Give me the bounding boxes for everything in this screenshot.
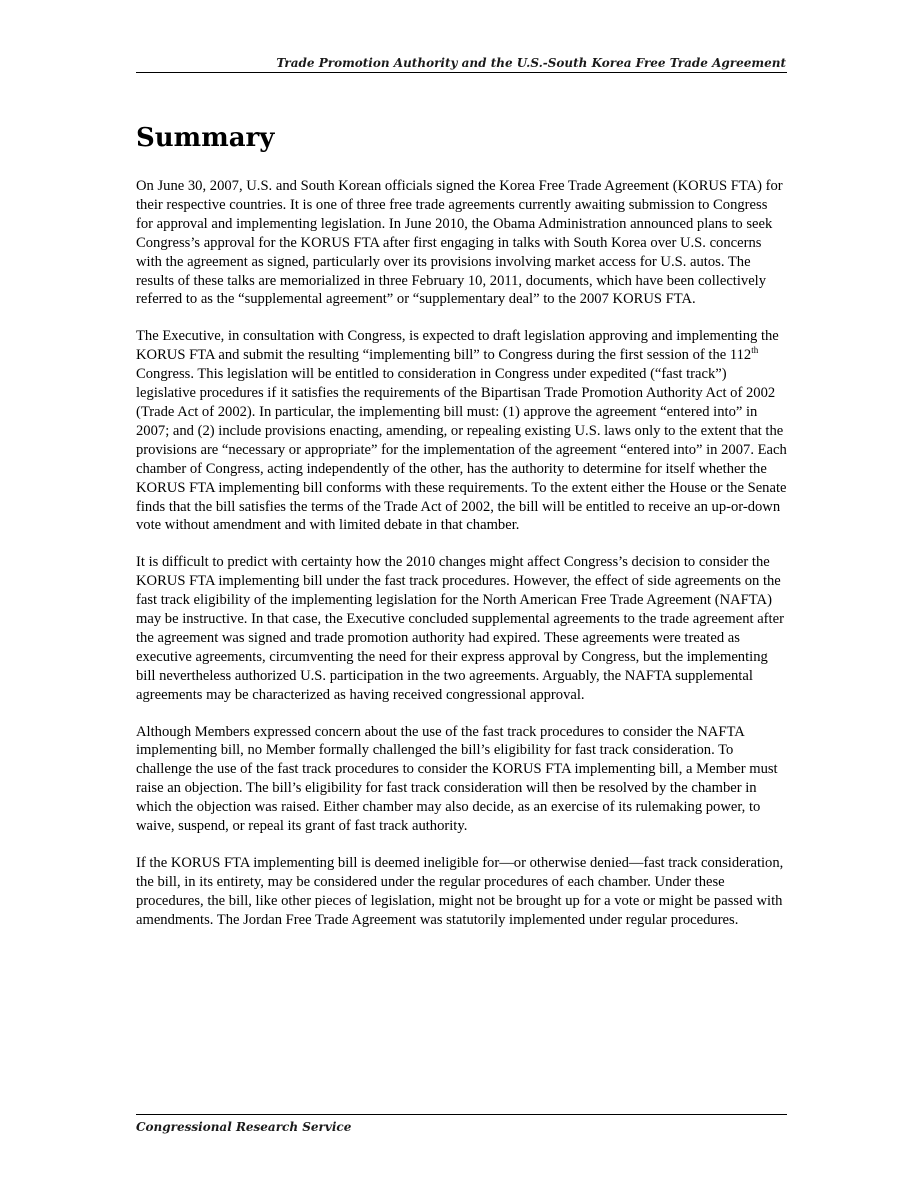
paragraph-4: Although Members expressed concern about the use of the fast track procedures to consider the NAFTA implementing bill, no Member formally challenged the bill’s eligibility for fast track consideration. To challenge the use of the fast track procedures to consider the KORUS FTA implementing bill, a Member must raise an objection. The bill’s eligibility for fast track consideration will then be resolved by the chamber in which the objection was raised. Either chamber may also decide, as an exercise of its rulemaking power, to waive, suspend, or repeal its grant of fast track authority. bbox=[136, 723, 778, 835]
paragraph-1: On June 30, 2007, U.S. and South Korean officials signed the Korea Free Trade Agreement (KORUS FTA) for their respective countries. It is one of three free trade agreements currently awaiting submission to Congress for approval and implementing legislation. In June 2010, the Obama Administration announced plans to seek Congress’s approval for the KORUS FTA after first engaging in talks with South Korea over U.S. concerns with the agreement as signed, particularly over its provisions involving market access for U.S. autos. The results of these talks are memorialized in three February 10, 2011, documents, which have been collectively referred to as the “supplemental agreement” or “supplementary deal” to the 2007 KORUS FTA. bbox=[136, 178, 783, 308]
summary-body bbox=[136, 177, 787, 948]
ordinal-superscript: th bbox=[751, 345, 759, 356]
footer-publisher: Congressional Research Service bbox=[136, 1120, 352, 1134]
running-header: Trade Promotion Authority and the U.S.-South Korea Free Trade Agreement bbox=[276, 56, 786, 70]
header-divider bbox=[136, 72, 787, 73]
paragraph-5: If the KORUS FTA implementing bill is deemed ineligible for—or otherwise denied—fast track consideration, the bill, in its entirety, may be considered under the regular procedures of each chamber. Under these procedures, the bill, like other pieces of legislation, might not be brought up for a vote or might be passed with amendments. The Jordan Free Trade Agreement was statutorily implemented under regular procedures. bbox=[136, 855, 784, 928]
paragraph-2-part-2: Congress. This legislation will be entitled to consideration in Congress under expedited (“fast track”) legislative procedures if it satisfies the requirements of the Bipartisan Trade Promotion Authority Act of 2002 (Trade Act of 2002). In particular, the implementing bill must: (1) approve the agreement “entered into” in 2007; and (2) include provisions enacting, amending, or repealing existing U.S. laws only to the extent that the provisions are “necessary or appropriate” for the implementation of the agreement “entered into” in 2007. Each chamber of Congress, acting independently of the other, has the authority to determine for itself whether the KORUS FTA implementing bill conforms with these requirements. To the extent either the House or the Senate finds that the bill satisfies the terms of the Trade Act of 2002, the bill will be entitled to receive an up-or-down vote without amendment and with limited debate in that chamber. bbox=[136, 366, 787, 534]
paragraph-3: It is difficult to predict with certainty how the 2010 changes might affect Congress’s decision to consider the KORUS FTA implementing bill under the fast track procedures. However, the effect of side agreements on the fast track eligibility of the implementing legislation for the North American Free Trade Agreement (NAFTA) may be instructive. In that case, the Executive concluded supplemental agreements to the trade agreement after the agreement was signed and trade promotion authority had expired. These agreements were treated as executive agreements, circumventing the need for their express approval by Congress, but the implementing bill nevertheless authorized U.S. participation in the two agreements. Arguably, the NAFTA supplemental agreements may be characterized as having received congressional approval. bbox=[136, 554, 784, 703]
footer-divider bbox=[136, 1114, 787, 1115]
section-title: Summary bbox=[136, 123, 275, 153]
paragraph-2 bbox=[136, 327, 787, 535]
paragraph-2-part-1: The Executive, in consultation with Congress, is expected to draft legislation approving and implementing the KORUS FTA and submit the resulting “implementing bill” to Congress during the first session of the 112 bbox=[136, 328, 779, 364]
